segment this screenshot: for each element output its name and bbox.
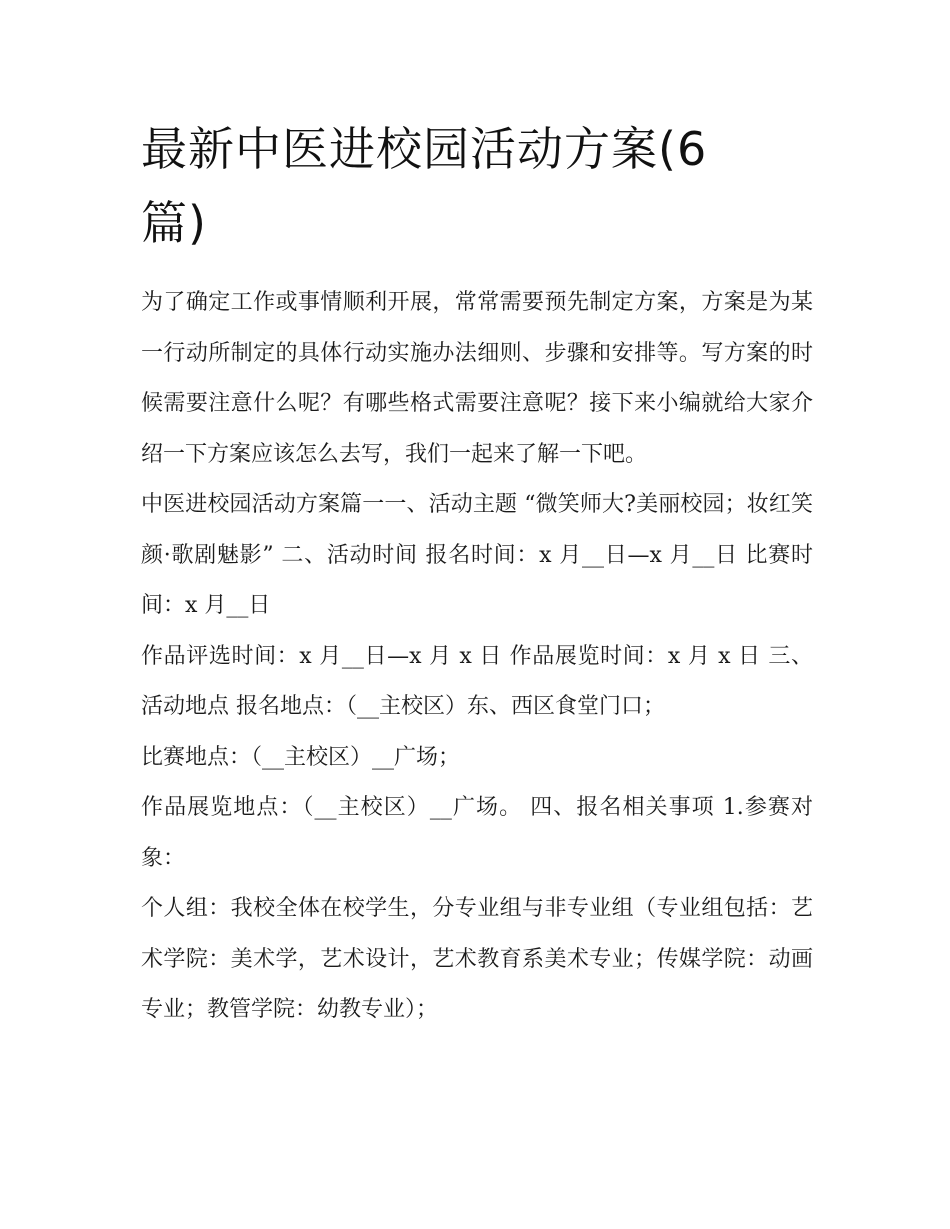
title-line-2: 篇) — [141, 196, 207, 250]
paragraph-theme-time: 中医进校园活动方案篇一一、活动主题 “微笑师大?美丽校园；妆红笑颜·歌剧魅影” 二、活动时间 报名时间：x 月__日—x 月__日 比赛时间：x 月__日 — [141, 492, 813, 618]
intro-paragraph: 为了确定工作或事情顺利开展，常常需要预先制定方案，方案是为某一行动所制定的具体行动实施办法细则、步骤和安排等。写方案的时候需要注意什么呢？有哪些格式需要注意呢？接下来小编就给大家介绍一下方案应该怎么去写，我们一起来了解一下吧。 — [141, 290, 813, 467]
paragraph-individual-group: 个人组：我校全体在校学生，分专业组与非专业组（专业组包括：艺术学院：美术学，艺术设计，艺术教育系美术专业；传媒学院：动画专业；教管学院：幼教专业）； — [141, 896, 813, 1022]
document-body — [141, 278, 813, 1036]
paragraph-competition-location: 比赛地点：（__主校区）__广场； — [141, 744, 461, 770]
title-line-1: 最新中医进校园活动方案(6 — [141, 122, 708, 176]
paragraph-evaluation-location: 作品评选时间：x 月__日—x 月 x 日 作品展览时间：x 月 x 日 三、活动地点 报名地点：（__主校区）东、西区食堂门口； — [141, 643, 813, 719]
paragraph-exhibition-location: 作品展览地点：（__主校区）__广场。 四、报名相关事项 1.参赛对象： — [141, 795, 813, 871]
document-title — [141, 112, 761, 260]
